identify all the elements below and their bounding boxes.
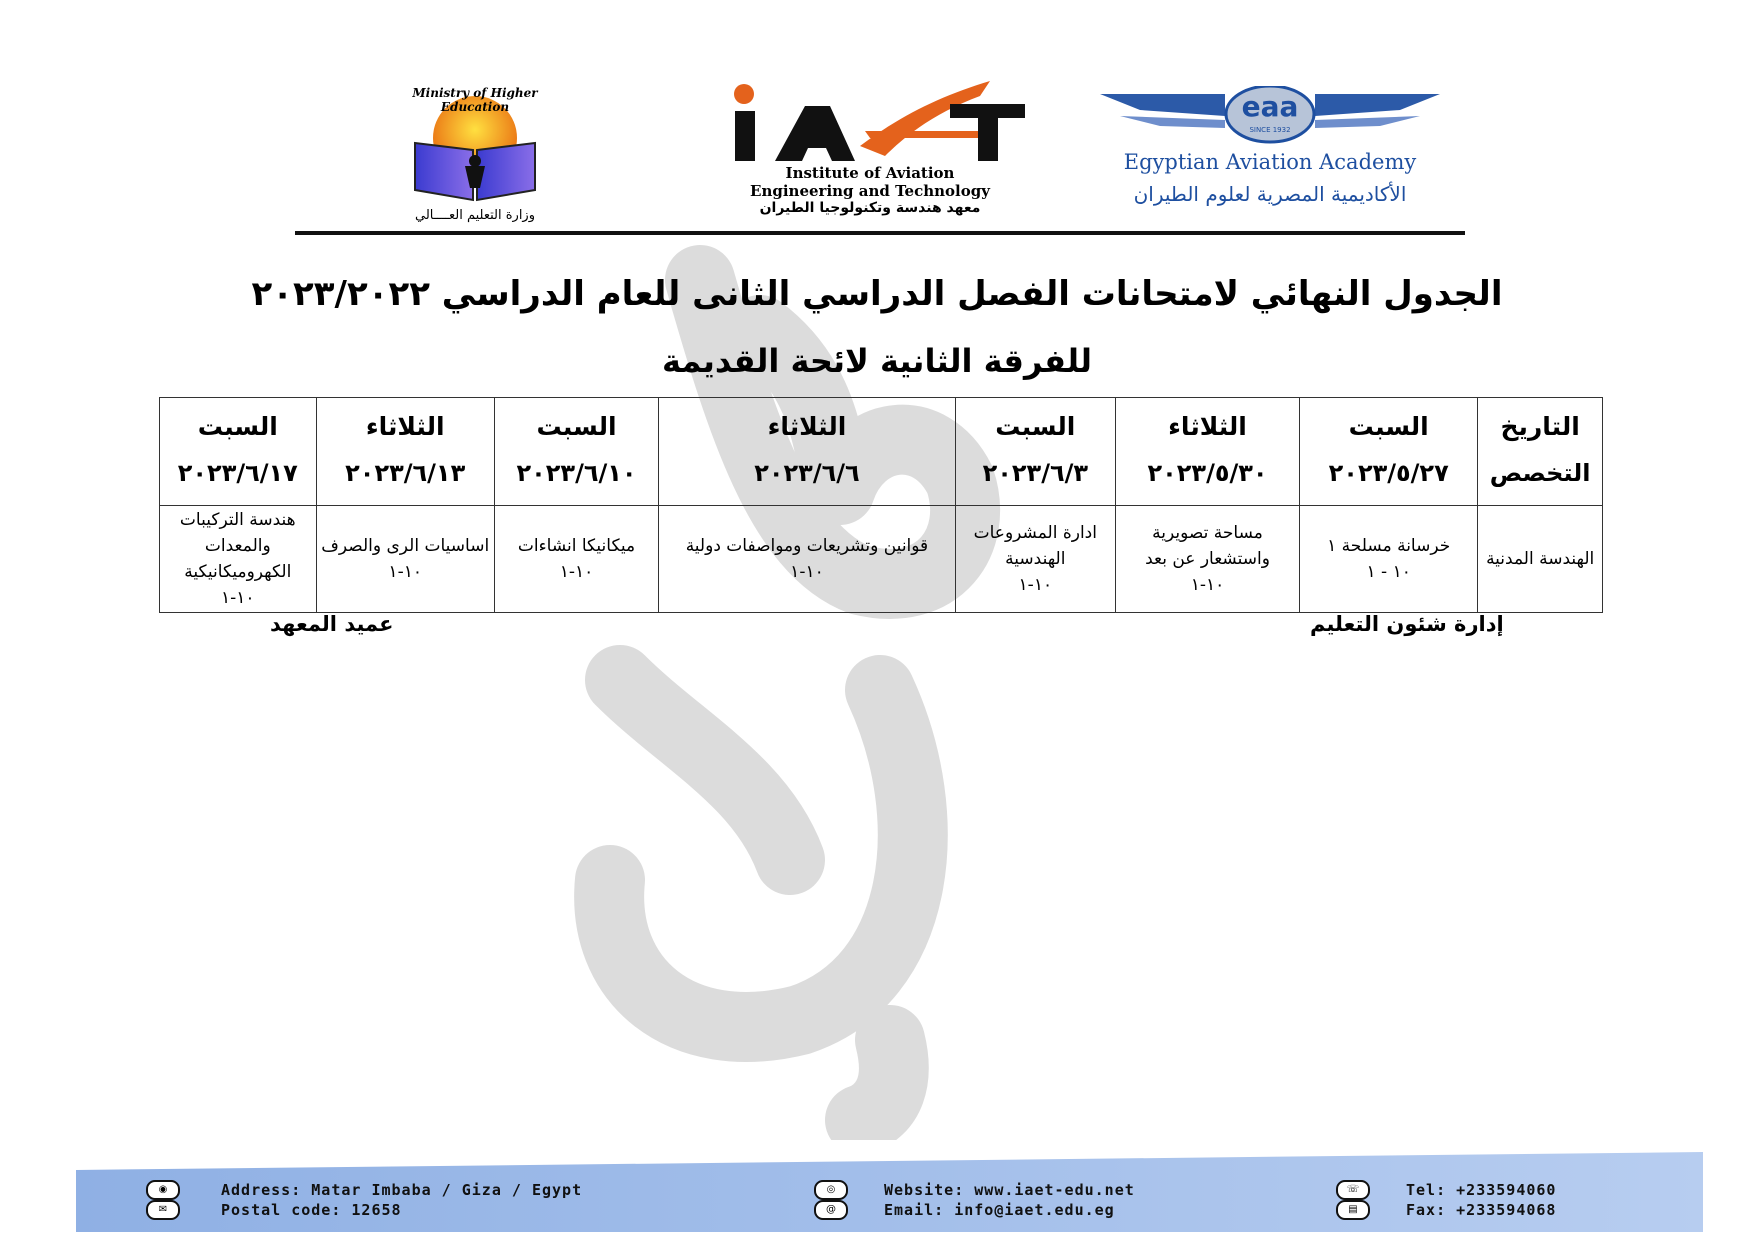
course-name: خرسانة مسلحة ١ <box>1327 536 1451 556</box>
table-header-row <box>160 398 1603 506</box>
eaa-english-name: Egyptian Aviation Academy <box>1123 150 1417 174</box>
course-name: ميكانيكا انشاءات <box>517 536 636 556</box>
column-date: ٢٠٢٣/٥/٢٧ <box>1328 459 1449 487</box>
ministry-logo <box>370 78 580 228</box>
course-time: ١٠-١ <box>559 562 594 582</box>
course-name: هندسة التركيبات والمعدات الكهروميكانيكية <box>179 510 296 582</box>
phone-icon: ☏ <box>1336 1180 1370 1200</box>
course-cell <box>1115 506 1299 613</box>
course-name: قوانين وتشريعات ومواصفات دولية <box>685 536 929 556</box>
page-title: الجدول النهائي لامتحانات الفصل الدراسي الثانى للعام الدراسي ٢٠٢٣/٢٠٢٢ <box>251 274 1503 314</box>
at-icon: @ <box>814 1200 848 1220</box>
course-name: ادارة المشروعات الهندسية <box>973 523 1097 569</box>
column-header <box>955 398 1115 506</box>
footer-tel: Tel: +233594060 <box>1406 1181 1557 1199</box>
signature-education-affairs: إدارة شئون التعليم <box>1310 612 1504 636</box>
course-cell <box>659 506 955 613</box>
course-cell <box>160 506 317 613</box>
course-cell <box>1300 506 1478 613</box>
course-name: اساسيات الرى والصرف <box>321 536 490 556</box>
footer-contact-band <box>76 1150 1703 1232</box>
course-time: ١٠-١ <box>221 588 255 608</box>
iaet-line1: Institute of Aviation <box>785 164 955 182</box>
corner-header-cell <box>1478 398 1603 506</box>
eaa-badge-text: eaa <box>1241 90 1299 123</box>
exam-schedule-table <box>159 397 1603 613</box>
column-date: ٢٠٢٣/٦/١٠ <box>516 459 637 487</box>
footer-email: Email: info@iaet.edu.eg <box>884 1201 1115 1219</box>
corner-date-label: التاريخ <box>1500 412 1580 441</box>
iaet-line2: Engineering and Technology <box>750 182 990 200</box>
column-day: السبت <box>197 412 278 441</box>
ministry-arabic-name: وزارة التعليم العــــالي <box>414 208 535 223</box>
footer-address: Address: Matar Imbaba / Giza / Egypt <box>221 1181 583 1199</box>
corner-specialty-label: التخصص <box>1489 459 1591 487</box>
course-name: مساحة تصويرية واستشعار عن بعد <box>1145 523 1270 569</box>
course-time: ١٠-١ <box>790 562 824 582</box>
course-time: ١٠-١ <box>388 562 422 582</box>
column-date: ٢٠٢٣/٦/١٧ <box>177 459 298 487</box>
column-day: السبت <box>1348 412 1429 441</box>
course-cell <box>316 506 494 613</box>
footer-postal: Postal code: 12658 <box>221 1201 402 1219</box>
eaa-logo <box>1100 86 1440 226</box>
column-day: الثلاثاء <box>767 412 847 441</box>
course-time: ١٠ - ١ <box>1366 562 1411 582</box>
globe-icon: ◎ <box>814 1180 848 1200</box>
column-day: السبت <box>995 412 1076 441</box>
eaa-badge-sub: SINCE 1932 <box>1249 126 1291 134</box>
column-date: ٢٠٢٣/٦/٦ <box>754 459 860 487</box>
column-header <box>1300 398 1478 506</box>
column-header <box>659 398 955 506</box>
column-header <box>1115 398 1299 506</box>
footer-website: Website: www.iaet-edu.net <box>884 1181 1135 1199</box>
specialty-cell: الهندسة المدنية <box>1478 506 1603 613</box>
column-header <box>316 398 494 506</box>
column-day: السبت <box>536 412 617 441</box>
ministry-arc-text: Ministry of Higher Education <box>412 86 538 114</box>
course-time: ١٠-١ <box>1190 575 1225 595</box>
footer-fax: Fax: +233594068 <box>1406 1201 1557 1219</box>
signature-dean: عميد المعهد <box>270 612 394 636</box>
column-day: الثلاثاء <box>1168 412 1247 441</box>
course-time: ١٠-١ <box>1018 575 1053 595</box>
column-header <box>494 398 658 506</box>
column-header <box>160 398 317 506</box>
column-date: ٢٠٢٣/٥/٣٠ <box>1147 459 1268 487</box>
course-cell <box>494 506 658 613</box>
fax-icon: ▤ <box>1336 1200 1370 1220</box>
table-row <box>160 506 1603 613</box>
iaet-wordmark-icon <box>680 76 1060 164</box>
iaet-arabic-name: معهد هندسة وتكنولوجيا الطيران <box>759 200 981 216</box>
course-cell <box>955 506 1115 613</box>
column-date: ٢٠٢٣/٦/١٣ <box>345 459 466 487</box>
header-divider <box>295 231 1465 235</box>
page-subtitle: للفرقة الثانية لائحة القديمة <box>661 342 1093 380</box>
iaet-logo <box>680 76 1060 226</box>
envelope-icon: ✉ <box>146 1200 180 1220</box>
column-day: الثلاثاء <box>365 412 445 441</box>
eaa-arabic-name: الأكاديمية المصرية لعلوم الطيران <box>1133 182 1407 206</box>
camera-icon: ◉ <box>146 1180 180 1200</box>
column-date: ٢٠٢٣/٦/٣ <box>982 459 1089 487</box>
